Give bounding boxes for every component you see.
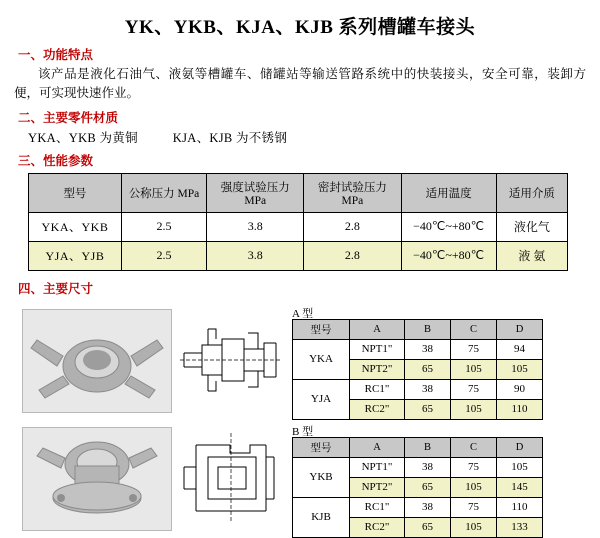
spec-cell: YKA、YKB xyxy=(29,212,122,241)
dim-a-cell: 75 xyxy=(451,339,497,359)
spec-cell: −40℃~+80℃ xyxy=(401,212,496,241)
dim-b-header-row xyxy=(293,437,543,457)
product-photo-type-a xyxy=(22,309,172,413)
line-drawing-type-b xyxy=(178,427,284,529)
spec-header-cell: 适用温度 xyxy=(401,173,496,212)
spec-table xyxy=(28,173,568,271)
dim-a-cell: 94 xyxy=(497,339,543,359)
product-photo-type-b xyxy=(22,427,172,531)
spec-header-cell: 适用介质 xyxy=(496,173,567,212)
dim-b-cell: NPT1" xyxy=(350,457,405,477)
section-heading-materials: 二、主要零件材质 xyxy=(18,110,119,125)
spec-cell: 2.8 xyxy=(304,241,401,270)
dimension-table-a xyxy=(292,319,543,420)
table-row xyxy=(293,497,543,517)
dim-b-cell: RC1" xyxy=(350,497,405,517)
spec-header-cell: 公称压力 MPa xyxy=(121,173,206,212)
dim-b-cell: 110 xyxy=(497,497,543,517)
spec-header-cell: 型号 xyxy=(29,173,122,212)
dim-b-cell: 65 xyxy=(405,477,451,497)
spec-cell: 液化气 xyxy=(496,212,567,241)
dim-b-header-cell: 型号 xyxy=(293,437,350,457)
spec-cell: 2.5 xyxy=(121,241,206,270)
dim-a-cell: NPT1" xyxy=(350,339,405,359)
table-row xyxy=(29,241,568,270)
dim-b-cell: NPT2" xyxy=(350,477,405,497)
dim-a-cell: NPT2" xyxy=(350,359,405,379)
dim-a-header-row xyxy=(293,319,543,339)
dim-b-cell: 75 xyxy=(451,497,497,517)
spec-cell: −40℃~+80℃ xyxy=(401,241,496,270)
section-heading-dimensions: 四、主要尺寸 xyxy=(18,281,94,296)
spec-cell: 3.8 xyxy=(207,241,304,270)
dim-b-cell: 65 xyxy=(405,517,451,537)
spec-cell: 2.5 xyxy=(121,212,206,241)
dim-b-model: KJB xyxy=(293,497,350,537)
dim-b-cell: 38 xyxy=(405,497,451,517)
dim-b-cell: 105 xyxy=(497,457,543,477)
spec-cell: YJA、YJB xyxy=(29,241,122,270)
dim-a-cell: 65 xyxy=(405,359,451,379)
dim-a-cell: 65 xyxy=(405,399,451,419)
spec-header-cell: 强度试验压力 MPa xyxy=(207,173,304,212)
dim-a-header-cell: D xyxy=(497,319,543,339)
materials-line xyxy=(28,128,600,146)
line-drawing-type-a xyxy=(178,309,284,411)
dim-b-cell: 133 xyxy=(497,517,543,537)
materials-steel: KJA、KJB 为不锈钢 xyxy=(172,130,288,145)
dim-a-cell: 38 xyxy=(405,339,451,359)
dim-a-header-cell: A xyxy=(350,319,405,339)
dim-a-cell: 105 xyxy=(451,359,497,379)
spec-cell: 2.8 xyxy=(304,212,401,241)
dim-a-cell: RC2" xyxy=(350,399,405,419)
document-page xyxy=(0,12,600,533)
dim-b-header-cell: C xyxy=(451,437,497,457)
dim-b-cell: 38 xyxy=(405,457,451,477)
table-row xyxy=(293,339,543,359)
dim-a-cell: 75 xyxy=(451,379,497,399)
dim-a-header-cell: 型号 xyxy=(293,319,350,339)
dim-a-header-cell: C xyxy=(451,319,497,339)
caption-type-b: B 型 xyxy=(292,425,314,438)
section-heading-performance: 三、性能参数 xyxy=(18,153,94,168)
table-row xyxy=(29,212,568,241)
section-heading-features: 一、功能特点 xyxy=(18,48,94,62)
features-paragraph: 该产品是液化石油气、液氨等槽罐车、储罐站等输送管路系统中的快装接头，安全可靠，装卸方便，可实现快速作业。 xyxy=(14,67,586,100)
dim-a-cell: 90 xyxy=(497,379,543,399)
dim-b-model: YKB xyxy=(293,457,350,497)
dim-a-cell: RC1" xyxy=(350,379,405,399)
dim-a-cell: 110 xyxy=(497,399,543,419)
table-row xyxy=(293,457,543,477)
spec-cell: 3.8 xyxy=(207,212,304,241)
dim-b-cell: 145 xyxy=(497,477,543,497)
dimension-table-b xyxy=(292,437,543,538)
materials-brass: YKA、YKB 为黄铜 xyxy=(28,130,138,145)
dim-b-header-cell: B xyxy=(405,437,451,457)
dim-b-cell: RC2" xyxy=(350,517,405,537)
dim-b-cell: 75 xyxy=(451,457,497,477)
dim-a-cell: 38 xyxy=(405,379,451,399)
dim-a-header-cell: B xyxy=(405,319,451,339)
spec-cell: 液 氨 xyxy=(496,241,567,270)
dim-b-cell: 105 xyxy=(451,517,497,537)
dim-a-model: YKA xyxy=(293,339,350,379)
spec-header-cell: 密封试验压力 MPa xyxy=(304,173,401,212)
spec-header-row xyxy=(29,173,568,212)
dim-a-cell: 105 xyxy=(451,399,497,419)
dim-b-header-cell: D xyxy=(497,437,543,457)
table-row xyxy=(293,379,543,399)
dim-a-cell: 105 xyxy=(497,359,543,379)
dim-b-cell: 105 xyxy=(451,477,497,497)
dim-a-model: YJA xyxy=(293,379,350,419)
caption-type-a: A 型 xyxy=(292,307,314,320)
dim-b-header-cell: A xyxy=(350,437,405,457)
page-title: YK、YKB、KJA、KJB 系列槽罐车接头 xyxy=(124,17,476,38)
